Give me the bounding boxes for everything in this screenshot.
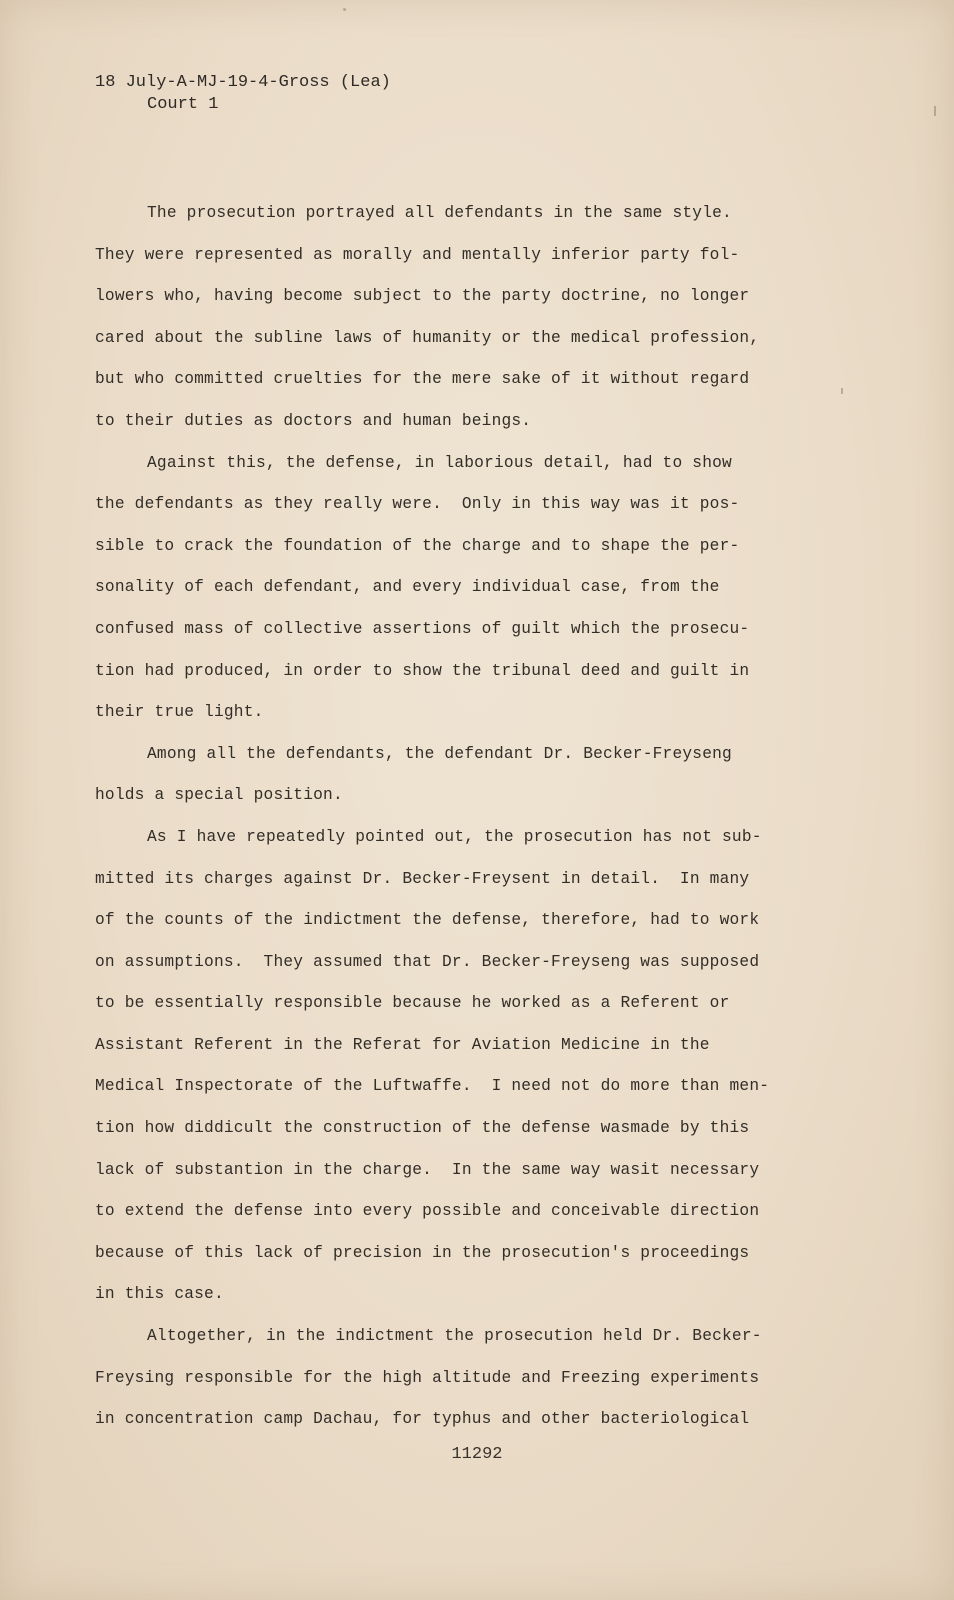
text-line: sible to crack the foundation of the charge and to shape the per- xyxy=(95,536,740,555)
text-line: tion how diddicult the construction of the defense wasmade by this xyxy=(95,1119,750,1138)
text-line: on assumptions. They assumed that Dr. Becker-Freyseng was supposed xyxy=(95,952,760,971)
text-line: in this case. xyxy=(95,1285,224,1304)
text-line: of the counts of the indictment the defense, therefore, had to work xyxy=(95,911,760,930)
text-line: They were represented as morally and mentally inferior party fol- xyxy=(95,245,740,264)
page-number: 11292 xyxy=(451,1445,503,1464)
paper-speck xyxy=(841,388,843,394)
text-line: but who committed cruelties for the mere sake of it without regard xyxy=(95,370,750,389)
text-line: because of this lack of precision in the prosecution's proceedings xyxy=(95,1243,750,1262)
document-header xyxy=(95,72,391,116)
header-court-line: Court 1 xyxy=(147,95,219,114)
text-line: lowers who, having become subject to the party doctrine, no longer xyxy=(95,287,750,306)
text-line: tion had produced, in order to show the tribunal deed and guilt in xyxy=(95,661,750,680)
text-line: their true light. xyxy=(95,703,264,722)
text-line: the defendants as they really were. Only in this way was it pos- xyxy=(95,495,740,514)
paper-speck xyxy=(343,8,346,11)
text-line: Among all the defendants, the defendant Dr. Becker-Freyseng xyxy=(147,744,732,763)
text-line: mitted its charges against Dr. Becker-Freysent in detail. In many xyxy=(95,869,750,888)
text-line: holds a special position. xyxy=(95,786,343,805)
text-line: to be essentially responsible because he worked as a Referent or xyxy=(95,994,730,1013)
text-line: Against this, the defense, in laborious detail, had to show xyxy=(147,453,732,472)
text-line: in concentration camp Dachau, for typhus and other bacteriological xyxy=(95,1410,750,1429)
text-line: to extend the defense into every possible and conceivable direction xyxy=(95,1202,760,1221)
text-line: lack of substantion in the charge. In the same way wasit necessary xyxy=(95,1160,760,1179)
text-line: cared about the subline laws of humanity or the medical profession, xyxy=(95,328,760,347)
text-line: confused mass of collective assertions of guilt which the prosecu- xyxy=(95,619,750,638)
text-line: Freysing responsible for the high altitude and Freezing experiments xyxy=(95,1368,760,1387)
document-body xyxy=(95,193,795,1441)
text-line: Altogether, in the indictment the prosecution held Dr. Becker- xyxy=(147,1327,762,1346)
text-line: Assistant Referent in the Referat for Aviation Medicine in the xyxy=(95,1035,710,1054)
text-line: As I have repeatedly pointed out, the prosecution has not sub- xyxy=(147,827,762,846)
text-line: Medical Inspectorate of the Luftwaffe. I need not do more than men- xyxy=(95,1077,770,1096)
text-line: The prosecution portrayed all defendants in the same style. xyxy=(147,204,732,222)
text-line: sonality of each defendant, and every individual case, from the xyxy=(95,578,720,597)
text-line: to their duties as doctors and human beings. xyxy=(95,411,532,430)
header-case-line: 18 July-A-MJ-19-4-Gross (Lea) xyxy=(95,73,391,92)
paper-speck xyxy=(934,106,936,116)
